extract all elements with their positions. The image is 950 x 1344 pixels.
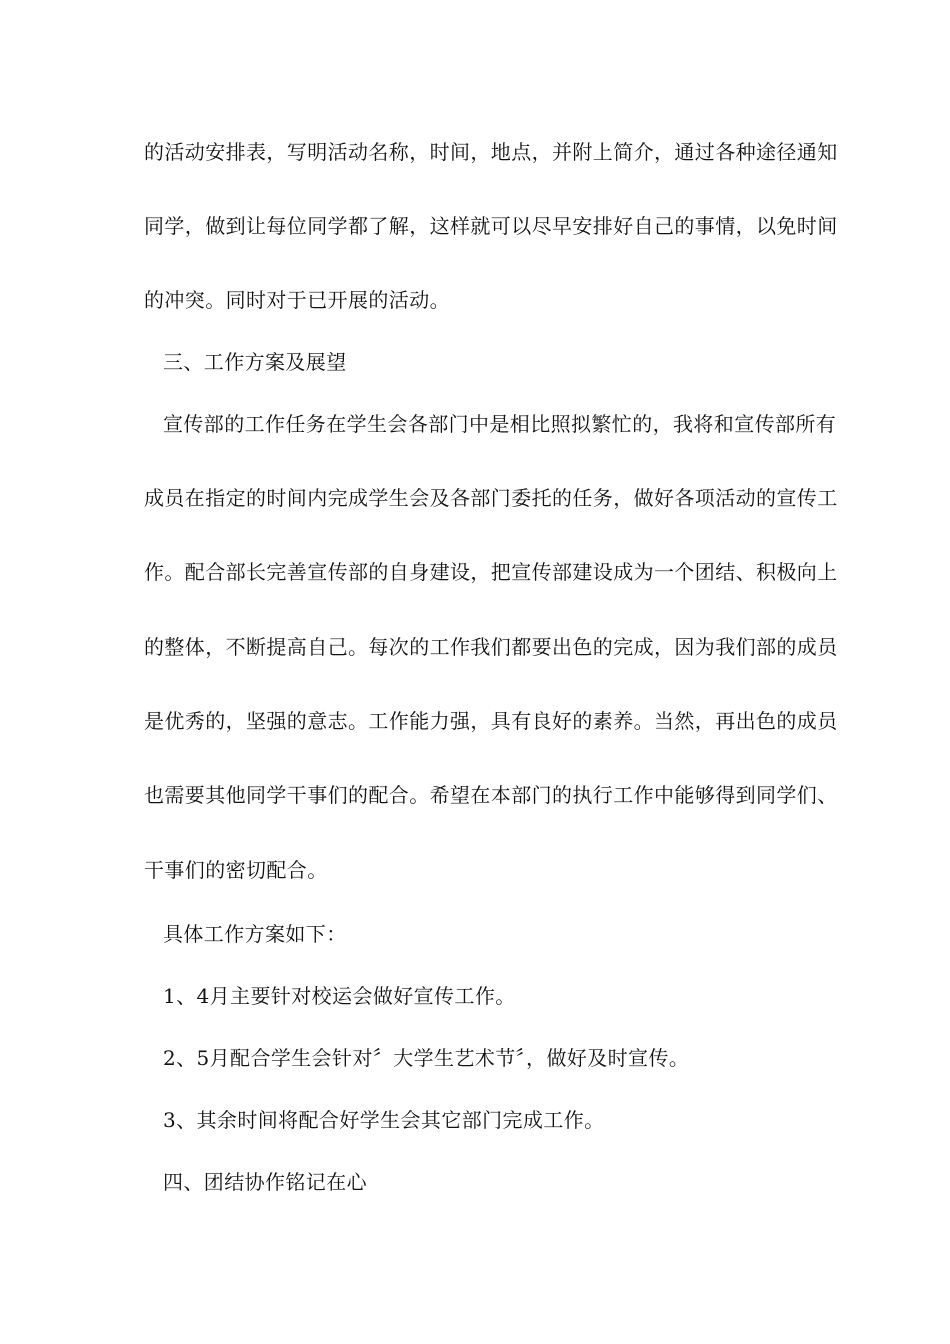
paragraph-line: 干事们的密切配合。 <box>144 858 328 882</box>
list-item: 2、5月配合学生会针对〞大学生艺术节〞，做好及时宣传。 <box>163 1046 690 1070</box>
paragraph-line: 同学，做到让每位同学都了解，这样就可以尽早安排好自己的事情，以免时间 <box>144 214 838 238</box>
subheading: 具体工作方案如下： <box>163 922 347 946</box>
paragraph-line: 也需要其他同学干事们的配合。希望在本部门的执行工作中能够得到同学们、 <box>144 783 838 807</box>
section-heading: 四、团结协作铭记在心 <box>163 1170 367 1194</box>
paragraph-line: 的冲突。同时对于已开展的活动。 <box>144 288 450 312</box>
paragraph-line: 是优秀的，坚强的意志。工作能力强，具有良好的素养。当然，再出色的成员 <box>144 709 838 733</box>
paragraph-line: 的活动安排表，写明活动名称，时间，地点，并附上简介，通过各种途径通知 <box>144 140 838 164</box>
list-item: 1、4月主要针对校运会做好宣传工作。 <box>163 984 516 1008</box>
paragraph-line: 作。配合部长完善宣传部的自身建设，把宣传部建设成为一个团结、积极向上 <box>144 560 838 584</box>
paragraph-line: 宣传部的工作任务在学生会各部门中是相比照拟繁忙的，我将和宣传部所有 <box>163 412 837 436</box>
section-heading: 三、工作方案及展望 <box>163 350 347 374</box>
list-item: 3、其余时间将配合好学生会其它部门完成工作。 <box>163 1108 605 1132</box>
paragraph-line: 的整体，不断提高自己。每次的工作我们都要出色的完成，因为我们部的成员 <box>144 635 838 659</box>
paragraph-line: 成员在指定的时间内完成学生会及各部门委托的任务，做好各项活动的宣传工 <box>144 486 838 510</box>
